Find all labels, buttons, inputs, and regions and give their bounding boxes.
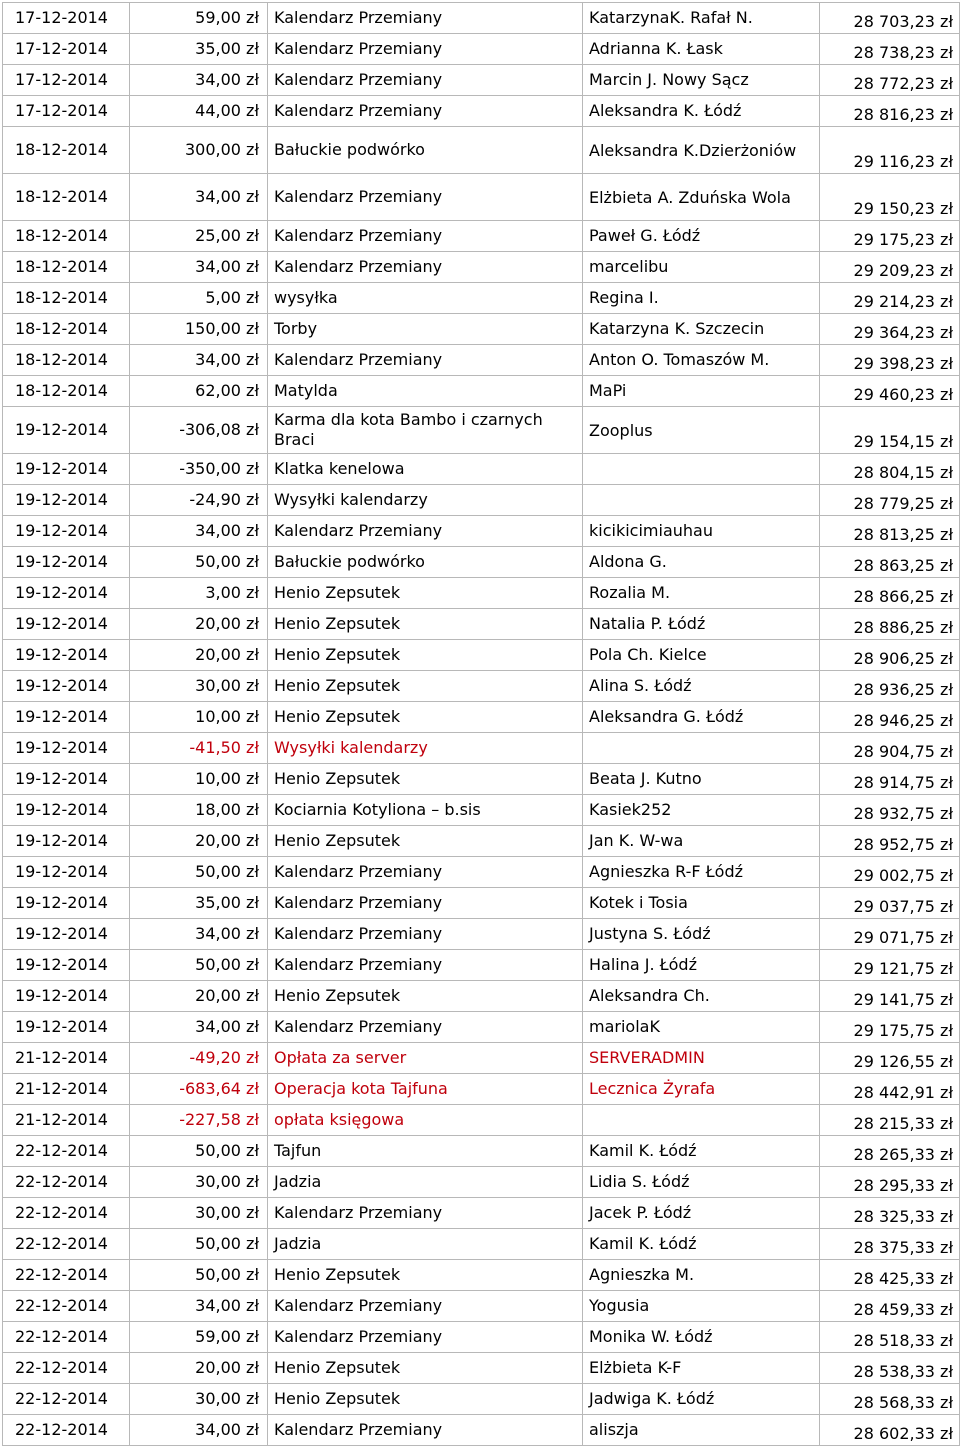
amount-cell: 150,00 zł [130, 314, 268, 345]
description-cell: Kalendarz Przemiany [268, 96, 583, 127]
amount-cell: 300,00 zł [130, 127, 268, 174]
date-cell: 18-12-2014 [3, 283, 130, 314]
table-row [3, 547, 960, 578]
amount-cell: 30,00 zł [130, 671, 268, 702]
donor-cell: Regina I. [583, 283, 820, 314]
table-row [3, 826, 960, 857]
balance-cell: 28 265,33 zł [820, 1136, 960, 1167]
amount-cell: 30,00 zł [130, 1198, 268, 1229]
amount-cell: 25,00 zł [130, 221, 268, 252]
date-cell: 19-12-2014 [3, 516, 130, 547]
table-row [3, 702, 960, 733]
balance-cell: 29 037,75 zł [820, 888, 960, 919]
date-cell: 21-12-2014 [3, 1105, 130, 1136]
table-row [3, 221, 960, 252]
description-cell: Kalendarz Przemiany [268, 1322, 583, 1353]
table-row [3, 407, 960, 454]
table-row [3, 1291, 960, 1322]
date-cell: 19-12-2014 [3, 547, 130, 578]
amount-cell: 50,00 zł [130, 1229, 268, 1260]
table-row [3, 516, 960, 547]
donor-cell: mariolaK [583, 1012, 820, 1043]
table-row [3, 981, 960, 1012]
date-cell: 22-12-2014 [3, 1167, 130, 1198]
donor-cell: Alina S. Łódź [583, 671, 820, 702]
balance-cell: 29 071,75 zł [820, 919, 960, 950]
balance-cell: 29 214,23 zł [820, 283, 960, 314]
date-cell: 22-12-2014 [3, 1291, 130, 1322]
balance-cell: 28 215,33 zł [820, 1105, 960, 1136]
description-cell: Henio Zepsutek [268, 609, 583, 640]
table-row [3, 1384, 960, 1415]
description-cell: Bałuckie podwórko [268, 547, 583, 578]
donor-cell: Aleksandra K.Dzierżoniów [583, 127, 820, 174]
description-cell: Wysyłki kalendarzy [268, 733, 583, 764]
description-cell: Jadzia [268, 1229, 583, 1260]
amount-cell: 34,00 zł [130, 345, 268, 376]
amount-cell: -683,64 zł [130, 1074, 268, 1105]
balance-cell: 29 398,23 zł [820, 345, 960, 376]
table-row [3, 1012, 960, 1043]
donor-cell: Jacek P. Łódź [583, 1198, 820, 1229]
donor-cell: Katarzyna K. Szczecin [583, 314, 820, 345]
date-cell: 22-12-2014 [3, 1415, 130, 1446]
description-cell: Henio Zepsutek [268, 671, 583, 702]
date-cell: 19-12-2014 [3, 578, 130, 609]
table-row [3, 174, 960, 221]
balance-cell: 28 568,33 zł [820, 1384, 960, 1415]
balance-cell: 28 779,25 zł [820, 485, 960, 516]
date-cell: 21-12-2014 [3, 1043, 130, 1074]
description-cell: Henio Zepsutek [268, 1353, 583, 1384]
date-cell: 19-12-2014 [3, 857, 130, 888]
amount-cell: 30,00 zł [130, 1167, 268, 1198]
date-cell: 19-12-2014 [3, 454, 130, 485]
description-cell: Henio Zepsutek [268, 826, 583, 857]
donor-cell: kicikicimiauhau [583, 516, 820, 547]
amount-cell: 34,00 zł [130, 174, 268, 221]
balance-cell: 28 904,75 zł [820, 733, 960, 764]
donor-cell: Marcin J. Nowy Sącz [583, 65, 820, 96]
donor-cell: Kotek i Tosia [583, 888, 820, 919]
amount-cell: 34,00 zł [130, 65, 268, 96]
date-cell: 17-12-2014 [3, 3, 130, 34]
date-cell: 19-12-2014 [3, 919, 130, 950]
balance-cell: 29 175,23 zł [820, 221, 960, 252]
date-cell: 22-12-2014 [3, 1198, 130, 1229]
amount-cell: 35,00 zł [130, 34, 268, 65]
donor-cell: KatarzynaK. Rafał N. [583, 3, 820, 34]
amount-cell: 3,00 zł [130, 578, 268, 609]
balance-cell: 29 154,15 zł [820, 407, 960, 454]
table-row [3, 1136, 960, 1167]
amount-cell: 5,00 zł [130, 283, 268, 314]
description-cell: Henio Zepsutek [268, 1260, 583, 1291]
donor-cell: Pola Ch. Kielce [583, 640, 820, 671]
donor-cell: Aleksandra Ch. [583, 981, 820, 1012]
donor-cell: Jan K. W-wa [583, 826, 820, 857]
balance-cell: 28 738,23 zł [820, 34, 960, 65]
table-row [3, 640, 960, 671]
donor-cell: Zooplus [583, 407, 820, 454]
date-cell: 18-12-2014 [3, 376, 130, 407]
donor-cell: Lecznica Żyrafa [583, 1074, 820, 1105]
description-cell: Kalendarz Przemiany [268, 950, 583, 981]
description-cell: Torby [268, 314, 583, 345]
date-cell: 18-12-2014 [3, 174, 130, 221]
table-row [3, 283, 960, 314]
table-row [3, 96, 960, 127]
table-row [3, 919, 960, 950]
table-row [3, 888, 960, 919]
balance-cell: 28 602,33 zł [820, 1415, 960, 1446]
amount-cell: 59,00 zł [130, 1322, 268, 1353]
balance-cell: 28 952,75 zł [820, 826, 960, 857]
table-row [3, 3, 960, 34]
balance-cell: 28 816,23 zł [820, 96, 960, 127]
balance-cell: 28 936,25 zł [820, 671, 960, 702]
date-cell: 18-12-2014 [3, 314, 130, 345]
donor-cell: Aleksandra G. Łódź [583, 702, 820, 733]
table-row [3, 1105, 960, 1136]
amount-cell: -24,90 zł [130, 485, 268, 516]
description-cell: Henio Zepsutek [268, 764, 583, 795]
description-cell: wysyłka [268, 283, 583, 314]
description-cell: Operacja kota Tajfuna [268, 1074, 583, 1105]
donor-cell [583, 1105, 820, 1136]
description-cell: Kalendarz Przemiany [268, 1012, 583, 1043]
description-cell: Tajfun [268, 1136, 583, 1167]
date-cell: 17-12-2014 [3, 65, 130, 96]
amount-cell: -227,58 zł [130, 1105, 268, 1136]
table-row [3, 1353, 960, 1384]
table-row [3, 1074, 960, 1105]
amount-cell: 34,00 zł [130, 1291, 268, 1322]
amount-cell: 20,00 zł [130, 640, 268, 671]
balance-cell: 28 325,33 zł [820, 1198, 960, 1229]
balance-cell: 28 375,33 zł [820, 1229, 960, 1260]
amount-cell: 62,00 zł [130, 376, 268, 407]
donor-cell: marcelibu [583, 252, 820, 283]
description-cell: Kociarnia Kotyliona – b.sis [268, 795, 583, 826]
donor-cell: Monika W. Łódź [583, 1322, 820, 1353]
amount-cell: 50,00 zł [130, 950, 268, 981]
amount-cell: 10,00 zł [130, 702, 268, 733]
table-row [3, 127, 960, 174]
description-cell: Klatka kenelowa [268, 454, 583, 485]
table-row [3, 857, 960, 888]
balance-cell: 28 906,25 zł [820, 640, 960, 671]
amount-cell: -49,20 zł [130, 1043, 268, 1074]
table-row [3, 795, 960, 826]
donor-cell: Rozalia M. [583, 578, 820, 609]
balance-cell: 29 121,75 zł [820, 950, 960, 981]
table-row [3, 376, 960, 407]
date-cell: 19-12-2014 [3, 640, 130, 671]
balance-cell: 28 772,23 zł [820, 65, 960, 96]
description-cell: Kalendarz Przemiany [268, 516, 583, 547]
balance-cell: 29 460,23 zł [820, 376, 960, 407]
description-cell: Kalendarz Przemiany [268, 345, 583, 376]
date-cell: 19-12-2014 [3, 702, 130, 733]
date-cell: 19-12-2014 [3, 1012, 130, 1043]
date-cell: 19-12-2014 [3, 826, 130, 857]
table-row [3, 733, 960, 764]
table-row [3, 65, 960, 96]
table-row [3, 1198, 960, 1229]
description-cell: Kalendarz Przemiany [268, 221, 583, 252]
donor-cell: Anton O. Tomaszów M. [583, 345, 820, 376]
amount-cell: 34,00 zł [130, 1012, 268, 1043]
amount-cell: 59,00 zł [130, 3, 268, 34]
table-row [3, 252, 960, 283]
date-cell: 19-12-2014 [3, 795, 130, 826]
donor-cell: Halina J. Łódź [583, 950, 820, 981]
description-cell: Henio Zepsutek [268, 640, 583, 671]
donor-cell: Kamil K. Łódź [583, 1229, 820, 1260]
date-cell: 17-12-2014 [3, 34, 130, 65]
table-row [3, 1260, 960, 1291]
amount-cell: 18,00 zł [130, 795, 268, 826]
table-row [3, 1043, 960, 1074]
description-cell: Henio Zepsutek [268, 981, 583, 1012]
amount-cell: 34,00 zł [130, 252, 268, 283]
donor-cell: Kasiek252 [583, 795, 820, 826]
table-row [3, 578, 960, 609]
donor-cell: Yogusia [583, 1291, 820, 1322]
amount-cell: 50,00 zł [130, 857, 268, 888]
amount-cell: 10,00 zł [130, 764, 268, 795]
amount-cell: 20,00 zł [130, 826, 268, 857]
balance-cell: 28 914,75 zł [820, 764, 960, 795]
description-cell: Kalendarz Przemiany [268, 1198, 583, 1229]
balance-cell: 28 886,25 zł [820, 609, 960, 640]
description-cell: Henio Zepsutek [268, 578, 583, 609]
amount-cell: 34,00 zł [130, 919, 268, 950]
amount-cell: 20,00 zł [130, 1353, 268, 1384]
date-cell: 19-12-2014 [3, 609, 130, 640]
balance-cell: 29 002,75 zł [820, 857, 960, 888]
balance-cell: 29 116,23 zł [820, 127, 960, 174]
date-cell: 19-12-2014 [3, 888, 130, 919]
description-cell: Opłata za server [268, 1043, 583, 1074]
date-cell: 18-12-2014 [3, 221, 130, 252]
donor-cell: Jadwiga K. Łódź [583, 1384, 820, 1415]
table-row [3, 1229, 960, 1260]
balance-cell: 29 364,23 zł [820, 314, 960, 345]
donor-cell: Kamil K. Łódź [583, 1136, 820, 1167]
description-cell: Matylda [268, 376, 583, 407]
balance-cell: 28 813,25 zł [820, 516, 960, 547]
donor-cell [583, 454, 820, 485]
balance-cell: 29 175,75 zł [820, 1012, 960, 1043]
amount-cell: 34,00 zł [130, 516, 268, 547]
balance-cell: 28 425,33 zł [820, 1260, 960, 1291]
amount-cell: 30,00 zł [130, 1384, 268, 1415]
date-cell: 19-12-2014 [3, 764, 130, 795]
description-cell: Henio Zepsutek [268, 702, 583, 733]
date-cell: 19-12-2014 [3, 407, 130, 454]
date-cell: 19-12-2014 [3, 485, 130, 516]
balance-cell: 28 295,33 zł [820, 1167, 960, 1198]
amount-cell: 20,00 zł [130, 981, 268, 1012]
amount-cell: 50,00 zł [130, 547, 268, 578]
balance-cell: 28 518,33 zł [820, 1322, 960, 1353]
donor-cell: Agnieszka R-F Łódź [583, 857, 820, 888]
amount-cell: 35,00 zł [130, 888, 268, 919]
date-cell: 18-12-2014 [3, 345, 130, 376]
balance-cell: 28 863,25 zł [820, 547, 960, 578]
table-row [3, 454, 960, 485]
donor-cell: Agnieszka M. [583, 1260, 820, 1291]
table-row [3, 671, 960, 702]
amount-cell: 20,00 zł [130, 609, 268, 640]
table-row [3, 1322, 960, 1353]
balance-cell: 28 932,75 zł [820, 795, 960, 826]
table-row [3, 609, 960, 640]
donor-cell [583, 485, 820, 516]
balance-cell: 29 209,23 zł [820, 252, 960, 283]
date-cell: 22-12-2014 [3, 1384, 130, 1415]
description-cell: Kalendarz Przemiany [268, 1415, 583, 1446]
description-cell: Kalendarz Przemiany [268, 252, 583, 283]
description-cell: Karma dla kota Bambo i czarnych Braci [268, 407, 583, 454]
donations-ledger-table [2, 2, 960, 1446]
table-row [3, 345, 960, 376]
balance-cell: 28 804,15 zł [820, 454, 960, 485]
description-cell: Kalendarz Przemiany [268, 1291, 583, 1322]
table-row [3, 1167, 960, 1198]
date-cell: 18-12-2014 [3, 127, 130, 174]
ledger-body [3, 3, 960, 1446]
date-cell: 22-12-2014 [3, 1136, 130, 1167]
date-cell: 22-12-2014 [3, 1322, 130, 1353]
description-cell: Kalendarz Przemiany [268, 174, 583, 221]
balance-cell: 28 459,33 zł [820, 1291, 960, 1322]
donor-cell: Natalia P. Łódź [583, 609, 820, 640]
donor-cell: Aleksandra K. Łódź [583, 96, 820, 127]
date-cell: 19-12-2014 [3, 981, 130, 1012]
table-row [3, 1415, 960, 1446]
amount-cell: -350,00 zł [130, 454, 268, 485]
date-cell: 17-12-2014 [3, 96, 130, 127]
description-cell: opłata księgowa [268, 1105, 583, 1136]
donor-cell: MaPi [583, 376, 820, 407]
date-cell: 22-12-2014 [3, 1353, 130, 1384]
description-cell: Bałuckie podwórko [268, 127, 583, 174]
table-row [3, 764, 960, 795]
donor-cell: Aldona G. [583, 547, 820, 578]
balance-cell: 28 442,91 zł [820, 1074, 960, 1105]
donor-cell: Paweł G. Łódź [583, 221, 820, 252]
description-cell: Wysyłki kalendarzy [268, 485, 583, 516]
description-cell: Henio Zepsutek [268, 1384, 583, 1415]
balance-cell: 28 866,25 zł [820, 578, 960, 609]
amount-cell: -306,08 zł [130, 407, 268, 454]
donor-cell: Elżbieta A. Zduńska Wola [583, 174, 820, 221]
amount-cell: 50,00 zł [130, 1260, 268, 1291]
description-cell: Kalendarz Przemiany [268, 65, 583, 96]
donor-cell: SERVERADMIN [583, 1043, 820, 1074]
description-cell: Kalendarz Przemiany [268, 919, 583, 950]
table-row [3, 314, 960, 345]
date-cell: 21-12-2014 [3, 1074, 130, 1105]
balance-cell: 28 946,25 zł [820, 702, 960, 733]
table-row [3, 34, 960, 65]
balance-cell: 29 150,23 zł [820, 174, 960, 221]
amount-cell: 44,00 zł [130, 96, 268, 127]
date-cell: 18-12-2014 [3, 252, 130, 283]
description-cell: Kalendarz Przemiany [268, 857, 583, 888]
balance-cell: 28 703,23 zł [820, 3, 960, 34]
date-cell: 22-12-2014 [3, 1260, 130, 1291]
description-cell: Jadzia [268, 1167, 583, 1198]
description-cell: Kalendarz Przemiany [268, 888, 583, 919]
date-cell: 22-12-2014 [3, 1229, 130, 1260]
donor-cell: Adrianna K. Łask [583, 34, 820, 65]
amount-cell: -41,50 zł [130, 733, 268, 764]
donor-cell [583, 733, 820, 764]
date-cell: 19-12-2014 [3, 671, 130, 702]
date-cell: 19-12-2014 [3, 950, 130, 981]
description-cell: Kalendarz Przemiany [268, 34, 583, 65]
balance-cell: 29 141,75 zł [820, 981, 960, 1012]
description-cell: Kalendarz Przemiany [268, 3, 583, 34]
table-row [3, 485, 960, 516]
donor-cell: aliszja [583, 1415, 820, 1446]
donor-cell: Justyna S. Łódź [583, 919, 820, 950]
donor-cell: Lidia S. Łódź [583, 1167, 820, 1198]
amount-cell: 50,00 zł [130, 1136, 268, 1167]
balance-cell: 29 126,55 zł [820, 1043, 960, 1074]
amount-cell: 34,00 zł [130, 1415, 268, 1446]
donor-cell: Beata J. Kutno [583, 764, 820, 795]
donor-cell: Elżbieta K-F [583, 1353, 820, 1384]
table-row [3, 950, 960, 981]
balance-cell: 28 538,33 zł [820, 1353, 960, 1384]
date-cell: 19-12-2014 [3, 733, 130, 764]
